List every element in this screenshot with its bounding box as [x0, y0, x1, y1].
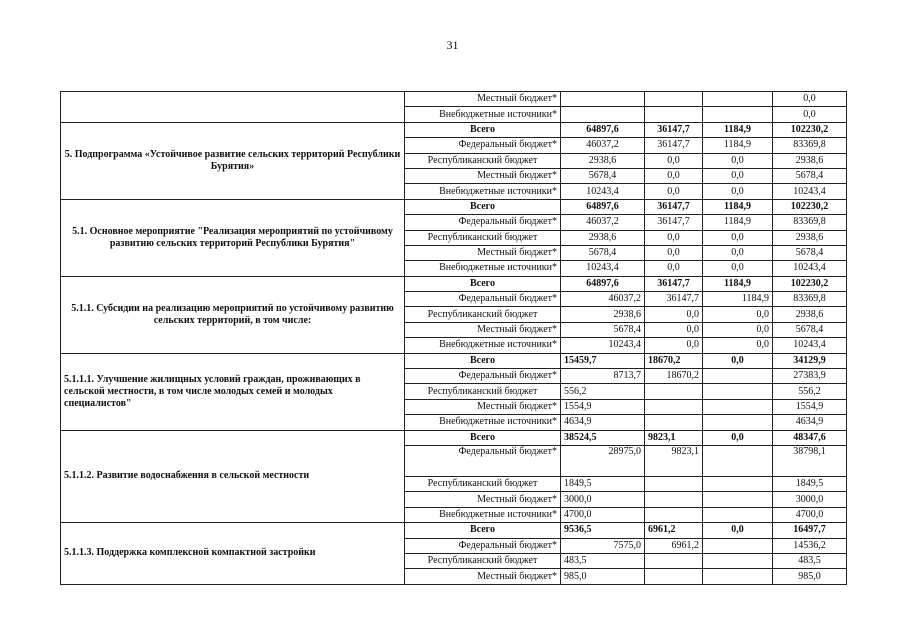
source-cell: Федеральный бюджет* — [405, 538, 561, 553]
total-value-cell: 14536,2 — [773, 538, 847, 553]
total-value-cell: 0,0 — [773, 92, 847, 107]
value-cell: 10243,4 — [561, 184, 645, 199]
value-cell — [645, 507, 703, 522]
total-value-cell: 102230,2 — [773, 122, 847, 137]
value-cell: 0,0 — [645, 245, 703, 260]
value-cell: 0,0 — [703, 307, 773, 322]
value-cell: 0,0 — [703, 430, 773, 445]
source-cell: Местный бюджет* — [405, 168, 561, 183]
source-cell: Республиканский бюджет — [405, 384, 561, 399]
total-value-cell: 38798,1 — [773, 445, 847, 476]
total-value-cell: 4634,9 — [773, 415, 847, 430]
value-cell: 1184,9 — [703, 215, 773, 230]
value-cell: 4634,9 — [561, 415, 645, 430]
source-cell: Федеральный бюджет* — [405, 292, 561, 307]
value-cell: 0,0 — [645, 322, 703, 337]
total-value-cell: 483,5 — [773, 553, 847, 568]
source-cell: Федеральный бюджет* — [405, 445, 561, 476]
value-cell — [703, 476, 773, 491]
source-cell: Внебюджетные источники* — [405, 338, 561, 353]
value-cell: 1554,9 — [561, 399, 645, 414]
source-cell: Федеральный бюджет* — [405, 138, 561, 153]
value-cell: 1849,5 — [561, 476, 645, 491]
page-number: 31 — [446, 38, 459, 52]
total-value-cell: 102230,2 — [773, 276, 847, 291]
total-value-cell: 985,0 — [773, 569, 847, 584]
value-cell: 0,0 — [703, 153, 773, 168]
value-cell: 2938,6 — [561, 230, 645, 245]
value-cell: 0,0 — [703, 245, 773, 260]
value-cell: 0,0 — [645, 184, 703, 199]
value-cell: 9536,5 — [561, 523, 645, 538]
value-cell: 9823,1 — [645, 445, 703, 476]
total-value-cell: 4700,0 — [773, 507, 847, 522]
measure-title: 5.1.1.2. Развитие водоснабжения в сельской местности — [61, 430, 405, 523]
value-cell — [703, 107, 773, 122]
subprogram-title: 5. Подпрограмма «Устойчивое развитие сельских территорий Республики Бурятия» — [61, 122, 405, 199]
source-cell: Республиканский бюджет — [405, 153, 561, 168]
measure-title: 5.1.1.3. Поддержка комплексной компактной застройки — [61, 523, 405, 585]
total-value-cell: 83369,8 — [773, 138, 847, 153]
value-cell: 0,0 — [703, 322, 773, 337]
value-cell: 46037,2 — [561, 138, 645, 153]
value-cell — [645, 92, 703, 107]
value-cell: 0,0 — [703, 230, 773, 245]
value-cell: 985,0 — [561, 569, 645, 584]
value-cell: 3000,0 — [561, 492, 645, 507]
table-row — [61, 523, 847, 538]
source-cell: Всего — [405, 276, 561, 291]
value-cell: 0,0 — [703, 168, 773, 183]
value-cell: 0,0 — [703, 523, 773, 538]
source-cell: Республиканский бюджет — [405, 476, 561, 491]
total-value-cell: 48347,6 — [773, 430, 847, 445]
total-value-cell: 3000,0 — [773, 492, 847, 507]
value-cell: 64897,6 — [561, 276, 645, 291]
value-cell — [703, 445, 773, 476]
source-cell: Местный бюджет* — [405, 245, 561, 260]
value-cell: 36147,7 — [645, 215, 703, 230]
table-row — [61, 122, 847, 137]
measure-title: 5.1. Основное мероприятие "Реализация мероприятий по устойчивому развитию сельских территорий Республики Бурятия" — [61, 199, 405, 276]
source-cell: Местный бюджет* — [405, 322, 561, 337]
value-cell — [703, 399, 773, 414]
total-value-cell: 83369,8 — [773, 292, 847, 307]
value-cell: 0,0 — [645, 153, 703, 168]
value-cell — [645, 569, 703, 584]
source-cell: Всего — [405, 430, 561, 445]
total-value-cell: 2938,6 — [773, 153, 847, 168]
value-cell: 36147,7 — [645, 292, 703, 307]
source-cell: Республиканский бюджет — [405, 553, 561, 568]
value-cell: 18670,2 — [645, 369, 703, 384]
value-cell: 556,2 — [561, 384, 645, 399]
value-cell: 1184,9 — [703, 199, 773, 214]
source-cell: Местный бюджет* — [405, 399, 561, 414]
source-cell: Республиканский бюджет — [405, 230, 561, 245]
value-cell: 46037,2 — [561, 292, 645, 307]
table-row — [61, 276, 847, 291]
value-cell: 10243,4 — [561, 338, 645, 353]
total-value-cell: 10243,4 — [773, 261, 847, 276]
total-value-cell: 5678,4 — [773, 245, 847, 260]
source-cell: Внебюджетные источники* — [405, 107, 561, 122]
value-cell: 36147,7 — [645, 199, 703, 214]
value-cell: 36147,7 — [645, 138, 703, 153]
measure-title: 5.1.1.1. Улучшение жилищных условий граждан, проживающих в сельской местности, в том числе молодых семей и молодых специалистов" — [61, 353, 405, 430]
value-cell: 64897,6 — [561, 122, 645, 137]
value-cell — [645, 107, 703, 122]
table-row — [61, 92, 847, 107]
total-value-cell: 83369,8 — [773, 215, 847, 230]
value-cell: 0,0 — [645, 338, 703, 353]
value-cell: 0,0 — [703, 338, 773, 353]
value-cell: 36147,7 — [645, 276, 703, 291]
value-cell — [703, 384, 773, 399]
value-cell: 1184,9 — [703, 122, 773, 137]
value-cell: 1184,9 — [703, 276, 773, 291]
value-cell — [703, 369, 773, 384]
total-value-cell: 16497,7 — [773, 523, 847, 538]
value-cell: 0,0 — [703, 353, 773, 368]
value-cell — [703, 415, 773, 430]
source-cell: Всего — [405, 122, 561, 137]
source-cell: Внебюджетные источники* — [405, 184, 561, 199]
budget-table — [60, 91, 847, 585]
value-cell — [703, 92, 773, 107]
total-value-cell: 0,0 — [773, 107, 847, 122]
value-cell: 0,0 — [645, 261, 703, 276]
total-value-cell: 1554,9 — [773, 399, 847, 414]
value-cell: 2938,6 — [561, 307, 645, 322]
value-cell — [703, 553, 773, 568]
total-value-cell: 102230,2 — [773, 199, 847, 214]
total-value-cell: 2938,6 — [773, 230, 847, 245]
value-cell — [645, 476, 703, 491]
source-cell: Местный бюджет* — [405, 492, 561, 507]
value-cell — [703, 538, 773, 553]
source-cell: Федеральный бюджет* — [405, 215, 561, 230]
value-cell: 15459,7 — [561, 353, 645, 368]
value-cell: 0,0 — [703, 184, 773, 199]
total-value-cell: 34129,9 — [773, 353, 847, 368]
value-cell: 4700,0 — [561, 507, 645, 522]
source-cell: Внебюджетные источники* — [405, 507, 561, 522]
value-cell: 28975,0 — [561, 445, 645, 476]
table-row — [61, 353, 847, 368]
value-cell — [645, 384, 703, 399]
value-cell: 483,5 — [561, 553, 645, 568]
empty-description-cell — [61, 92, 405, 123]
source-cell: Внебюджетные источники* — [405, 261, 561, 276]
value-cell — [703, 492, 773, 507]
value-cell: 9823,1 — [645, 430, 703, 445]
total-value-cell: 5678,4 — [773, 168, 847, 183]
value-cell — [645, 553, 703, 568]
value-cell: 0,0 — [703, 261, 773, 276]
value-cell: 0,0 — [645, 307, 703, 322]
total-value-cell: 10243,4 — [773, 184, 847, 199]
total-value-cell: 5678,4 — [773, 322, 847, 337]
value-cell: 64897,6 — [561, 199, 645, 214]
value-cell: 2938,6 — [561, 153, 645, 168]
total-value-cell: 10243,4 — [773, 338, 847, 353]
value-cell — [645, 415, 703, 430]
value-cell — [645, 399, 703, 414]
value-cell: 6961,2 — [645, 523, 703, 538]
value-cell: 10243,4 — [561, 261, 645, 276]
value-cell: 5678,4 — [561, 245, 645, 260]
total-value-cell: 1849,5 — [773, 476, 847, 491]
value-cell: 46037,2 — [561, 215, 645, 230]
value-cell: 36147,7 — [645, 122, 703, 137]
source-cell: Внебюджетные источники* — [405, 415, 561, 430]
value-cell: 0,0 — [645, 168, 703, 183]
value-cell: 6961,2 — [645, 538, 703, 553]
source-cell: Республиканский бюджет — [405, 307, 561, 322]
source-cell: Всего — [405, 199, 561, 214]
value-cell: 1184,9 — [703, 138, 773, 153]
value-cell: 0,0 — [645, 230, 703, 245]
value-cell: 1184,9 — [703, 292, 773, 307]
measure-title: 5.1.1. Субсидии на реализацию мероприятий по устойчивому развитию сельских территорий, в том числе: — [61, 276, 405, 353]
value-cell: 7575,0 — [561, 538, 645, 553]
value-cell: 5678,4 — [561, 168, 645, 183]
value-cell — [561, 92, 645, 107]
value-cell: 18670,2 — [645, 353, 703, 368]
source-cell: Местный бюджет* — [405, 569, 561, 584]
value-cell: 38524,5 — [561, 430, 645, 445]
value-cell — [561, 107, 645, 122]
total-value-cell: 27383,9 — [773, 369, 847, 384]
value-cell: 5678,4 — [561, 322, 645, 337]
total-value-cell: 2938,6 — [773, 307, 847, 322]
table-row — [61, 430, 847, 445]
source-cell: Всего — [405, 523, 561, 538]
source-cell: Всего — [405, 353, 561, 368]
value-cell: 8713,7 — [561, 369, 645, 384]
value-cell — [703, 569, 773, 584]
source-cell: Местный бюджет* — [405, 92, 561, 107]
source-cell: Федеральный бюджет* — [405, 369, 561, 384]
total-value-cell: 556,2 — [773, 384, 847, 399]
table-row — [61, 199, 847, 214]
value-cell — [703, 507, 773, 522]
value-cell — [645, 492, 703, 507]
